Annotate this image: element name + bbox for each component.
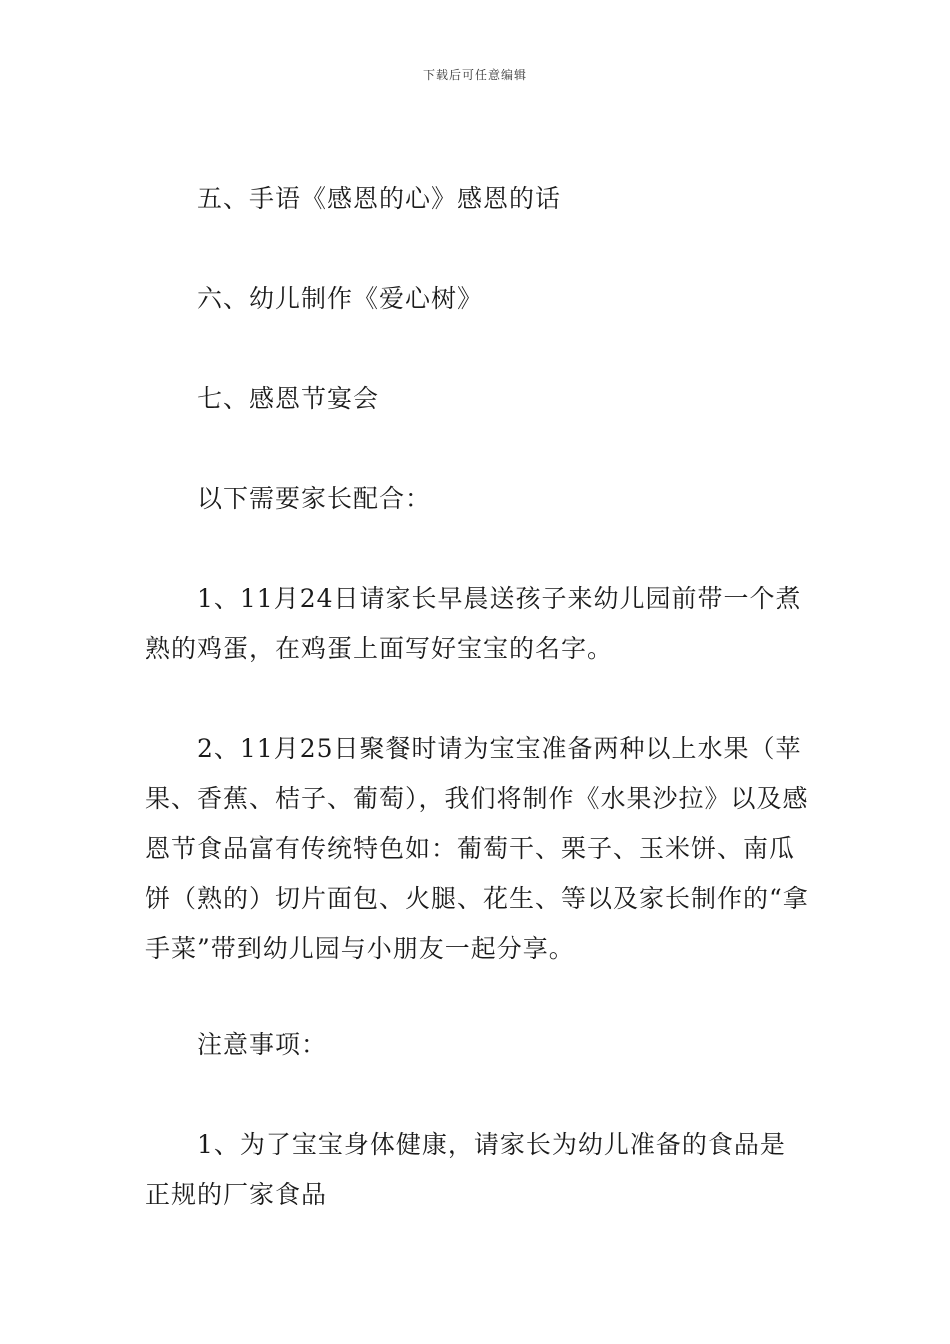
paragraph-item-5: 五、手语《感恩的心》感恩的话	[197, 184, 562, 213]
paragraph-parent-item-1: 1、11月24日请家长早晨送孩子来幼儿园前带一个煮熟的鸡蛋，在鸡蛋上面写好宝宝的名字。	[145, 584, 802, 663]
paragraph-parent-item-2: 2、11月25日聚餐时请为宝宝准备两种以上水果（苹果、香蕉、桔子、葡萄），我们将制作《水果沙拉》以及感恩节食品富有传统特色如：葡萄干、栗子、玉米饼、南瓜饼（熟的）切片面包、火腿、花生、等以及家长制作的“拿手菜”带到幼儿园与小朋友一起分享。	[145, 734, 809, 963]
paragraph-notes-item-1: 1、为了宝宝身体健康，请家长为幼儿准备的食品是正规的厂家食品	[145, 1130, 786, 1209]
paragraph-parent-notice: 以下需要家长配合：	[197, 484, 432, 513]
page-header-note: 下载后可任意编辑	[422, 68, 527, 82]
paragraph-item-7: 七、感恩节宴会	[197, 384, 380, 413]
paragraph-item-6: 六、幼儿制作《爱心树》	[197, 284, 484, 313]
paragraph-notes-heading: 注意事项：	[197, 1030, 328, 1059]
